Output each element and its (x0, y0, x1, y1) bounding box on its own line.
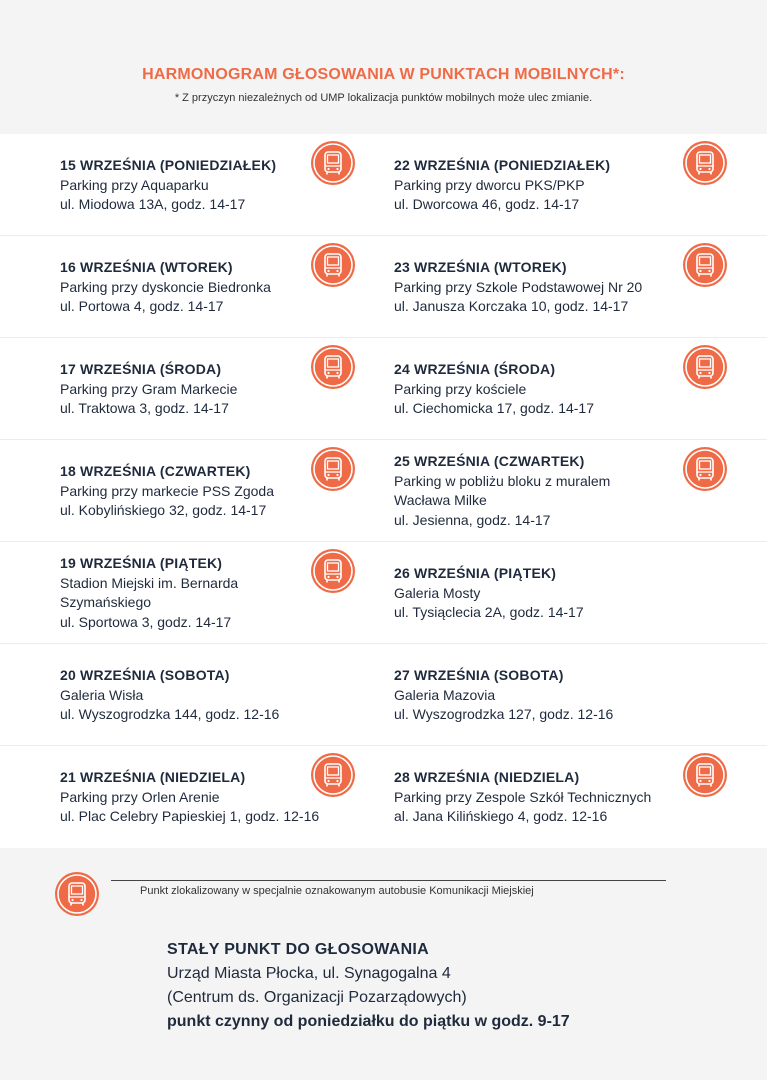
entry-location: Parking w pobliżu bloku z muralem (394, 472, 611, 489)
entry-date: 24 WRZEŚNIA (ŚRODA) (394, 361, 556, 377)
fixed-point-title: STAŁY PUNKT DO GŁOSOWANIA (167, 941, 430, 958)
entry-text (394, 156, 610, 215)
schedule-entry-right (383, 644, 767, 746)
schedule-row (0, 440, 767, 542)
schedule-entry-right (383, 440, 767, 542)
page-subtitle: * Z przyczyn niezależnych od UMP lokalizacja punktów mobilnych może ulec zmianie. (174, 92, 593, 104)
entry-date: 22 WRZEŚNIA (PONIEDZIAŁEK) (394, 157, 611, 173)
entry-address: ul. Miodowa 13A, godz. 14-17 (60, 196, 246, 212)
entry-location: Parking przy dworcu PKS/PKP (394, 176, 585, 193)
entry-address: ul. Tysiąclecia 2A, godz. 14-17 (394, 604, 584, 620)
fixed-point (167, 938, 570, 1034)
entry-address: ul. Plac Celebry Papieskiej 1, godz. 12-16 (60, 808, 320, 824)
page-title: HARMONOGRAM GŁOSOWANIA W PUNKTACH MOBILNYCH*: (142, 66, 625, 83)
bus-icon (683, 753, 727, 797)
entry-location: Parking przy Zespole Szkół Technicznych (394, 788, 652, 805)
entry-text (60, 258, 271, 317)
bus-icon (55, 872, 99, 916)
entry-date: 17 WRZEŚNIA (ŚRODA) (60, 361, 222, 377)
legend-divider (111, 880, 666, 881)
entry-location: Galeria Mazovia (394, 686, 496, 703)
entry-text (60, 666, 279, 725)
entry-location: Parking przy Orlen Arenie (60, 788, 220, 805)
entry-date: 20 WRZEŚNIA (SOBOTA) (60, 667, 230, 683)
entry-text (60, 360, 237, 419)
entry-address: ul. Wyszogrodzka 127, godz. 12-16 (394, 706, 614, 722)
schedule-entry-right (383, 134, 767, 236)
entry-date: 19 WRZEŚNIA (PIĄTEK) (60, 555, 223, 571)
schedule-row (0, 338, 767, 440)
bus-icon (683, 345, 727, 389)
bus-icon (311, 447, 355, 491)
entry-address: ul. Jesienna, godz. 14-17 (394, 511, 551, 528)
schedule-entry-right (383, 236, 767, 338)
fixed-point-hours: punkt czynny od poniedziałku do piątku w godz. 9-17 (167, 1013, 570, 1030)
bus-icon (311, 753, 355, 797)
entry-location: Galeria Mosty (394, 584, 481, 601)
entry-text (394, 768, 651, 827)
schedule-entry-left (0, 746, 383, 848)
entry-location: Galeria Wisła (60, 686, 144, 703)
entry-location: Parking przy dyskoncie Biedronka (60, 278, 271, 295)
bus-icon (683, 243, 727, 287)
entry-location: Wacława Milke (394, 492, 487, 508)
schedule-entry-right (383, 746, 767, 848)
entry-location: Parking przy Aquaparku (60, 176, 209, 193)
schedule-row (0, 542, 767, 644)
entry-date: 26 WRZEŚNIA (PIĄTEK) (394, 565, 557, 581)
entry-location: Parking przy Szkole Podstawowej Nr 20 (394, 278, 643, 295)
bus-icon (311, 549, 355, 593)
schedule-entry-right (383, 542, 767, 644)
schedule-entry-left (0, 542, 383, 644)
entry-text (394, 360, 594, 419)
entry-address: ul. Dworcowa 46, godz. 14-17 (394, 196, 580, 212)
entry-location: Parking przy markecie PSS Zgoda (60, 482, 274, 499)
schedule-entry-right (383, 338, 767, 440)
entry-address: ul. Sportowa 3, godz. 14-17 (60, 613, 232, 630)
bus-icon (683, 141, 727, 185)
entry-date: 18 WRZEŚNIA (CZWARTEK) (60, 463, 251, 479)
entry-location: Parking przy Gram Markecie (60, 380, 238, 397)
bus-icon (311, 141, 355, 185)
schedule-row (0, 134, 767, 236)
entry-date: 23 WRZEŚNIA (WTOREK) (394, 259, 567, 275)
fixed-point-org: (Centrum ds. Organizacji Pozarządowych) (167, 989, 467, 1006)
schedule-entry-left (0, 644, 383, 746)
entry-address: ul. Traktowa 3, godz. 14-17 (60, 400, 229, 416)
schedule-entry-left (0, 440, 383, 542)
schedule-entry-left (0, 338, 383, 440)
entry-address: ul. Portowa 4, godz. 14-17 (60, 298, 224, 314)
header (0, 0, 767, 134)
entry-address: al. Jana Kilińskiego 4, godz. 12-16 (394, 808, 608, 824)
entry-text (60, 156, 276, 215)
entry-text (60, 768, 319, 827)
entry-text (394, 258, 642, 317)
entry-date: 25 WRZEŚNIA (CZWARTEK) (394, 453, 585, 469)
schedule-panel (0, 134, 767, 848)
schedule-entry-left (0, 236, 383, 338)
schedule-entry-left (0, 134, 383, 236)
entry-date: 28 WRZEŚNIA (NIEDZIELA) (394, 769, 580, 785)
entry-address: ul. Ciechomicka 17, godz. 14-17 (394, 400, 594, 416)
schedule-row (0, 746, 767, 848)
entry-location: Stadion Miejski im. Bernarda (60, 574, 239, 591)
entry-text (60, 462, 274, 521)
entry-address: ul. Kobylińskiego 32, godz. 14-17 (60, 502, 267, 518)
entry-date: 16 WRZEŚNIA (WTOREK) (60, 259, 233, 275)
entry-address: ul. Wyszogrodzka 144, godz. 12-16 (60, 706, 280, 722)
entry-text (394, 452, 610, 530)
legend-text: Punkt zlokalizowany w specjalnie oznakowanym autobusie Komunikacji Miejskiej (140, 885, 534, 897)
entry-address: ul. Janusza Korczaka 10, godz. 14-17 (394, 298, 629, 314)
bus-icon (311, 243, 355, 287)
entry-date: 21 WRZEŚNIA (NIEDZIELA) (60, 769, 246, 785)
entry-text (394, 564, 584, 623)
entry-text (394, 666, 613, 725)
entry-text (60, 554, 238, 632)
bus-icon (683, 447, 727, 491)
entry-date: 27 WRZEŚNIA (SOBOTA) (394, 667, 564, 683)
entry-location: Parking przy kościele (394, 380, 527, 397)
schedule-row (0, 644, 767, 746)
schedule-row (0, 236, 767, 338)
entry-date: 15 WRZEŚNIA (PONIEDZIAŁEK) (60, 157, 277, 173)
fixed-point-address: Urząd Miasta Płocka, ul. Synagogalna 4 (167, 965, 451, 982)
bus-icon (311, 345, 355, 389)
entry-location: Szymańskiego (60, 594, 152, 610)
